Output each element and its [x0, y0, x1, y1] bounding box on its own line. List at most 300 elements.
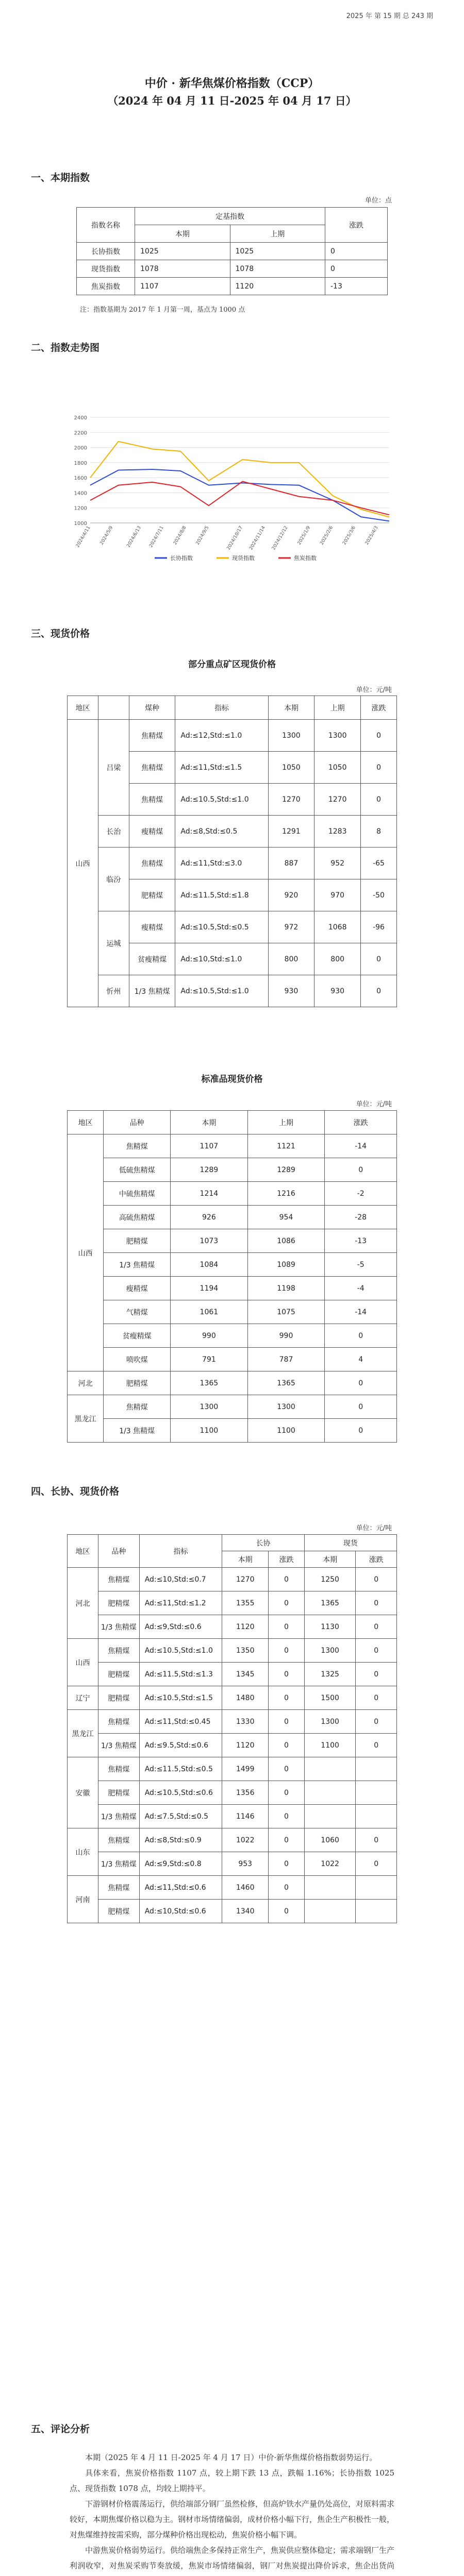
table-row: [68, 1805, 397, 1828]
table-row: [77, 260, 388, 278]
previous-price-cell: 930: [314, 975, 361, 1007]
long-change-cell: 0: [269, 1710, 305, 1734]
standard-price-table: [67, 1110, 397, 1443]
spec-cell: Ad:≤11.5,Std:≤0.5: [139, 1757, 222, 1781]
table-row: [68, 1324, 397, 1348]
series-line: [90, 469, 389, 521]
spot-change-cell: 0: [356, 1639, 397, 1663]
spec-cell: Ad:≤11,Std:≤3.0: [175, 848, 268, 879]
long-spot-unit: 单位：元/吨: [356, 1524, 392, 1532]
col-spot-current: 本期: [304, 1551, 356, 1568]
region-cell: 河南: [68, 1876, 98, 1923]
analysis-paragraph: 本期（2025 年 4 月 11 日-2025 年 4 月 17 日）中价·新华焦煤价格指数弱势运行。: [85, 2453, 377, 2462]
series-line: [90, 481, 389, 515]
legend-label: 长协指数: [170, 555, 193, 562]
spec-cell: Ad:≤12,Std:≤1.0: [175, 720, 268, 752]
index-table: [76, 207, 388, 295]
spot-change-cell: 0: [356, 1591, 397, 1615]
report-period: （2024 年 04 月 11 日-2025 年 04 月 17 日）: [107, 94, 357, 107]
coal-type-cell: 肥精煤: [98, 1781, 139, 1805]
x-tick-label: 2024/9/5: [195, 525, 210, 546]
previous-price-cell: 990: [247, 1324, 325, 1348]
spec-cell: Ad:≤11.5,Std:≤1.8: [175, 879, 268, 911]
coal-type-cell: 焦精煤: [98, 1828, 139, 1852]
current-price-cell: 972: [268, 911, 314, 943]
current-price-cell: 887: [268, 848, 314, 879]
spot-change-cell: [356, 1876, 397, 1900]
col-current: 本期: [268, 696, 314, 720]
coal-type-cell: 肥精煤: [104, 1371, 171, 1395]
change-cell: -50: [361, 879, 397, 911]
index-current: 1078: [135, 260, 230, 278]
change-cell: -65: [361, 848, 397, 879]
col-change: 涨跌: [325, 1111, 397, 1134]
table-row: [68, 1134, 397, 1158]
index-name: 焦炭指数: [77, 278, 135, 295]
analysis-paragraph: 具体来看，焦炭价格指数 1107 点，较上期下跌 13 点，跌幅 1.16%；长协指数 1025 点、现货指数 1078 点，均较上期持平。: [70, 2468, 394, 2493]
change-cell: -14: [325, 1300, 397, 1324]
spec-cell: Ad:≤8,Std:≤0.9: [139, 1828, 222, 1852]
previous-price-cell: 954: [247, 1206, 325, 1229]
section-heading-trend: 二、指数走势图: [31, 342, 100, 353]
series-line: [90, 442, 389, 517]
table-row: [68, 1300, 397, 1324]
long-change-cell: 0: [269, 1876, 305, 1900]
table-row: [68, 816, 397, 848]
section-heading-spot: 三、现货价格: [31, 628, 90, 639]
coal-type-cell: 1/3 焦精煤: [98, 1615, 139, 1639]
x-tick-label: 2024/12/12: [271, 525, 289, 551]
long-current-cell: 1120: [222, 1734, 269, 1757]
current-price-cell: 1289: [171, 1158, 248, 1182]
long-current-cell: 1356: [222, 1781, 269, 1805]
current-price-cell: 1214: [171, 1182, 248, 1206]
long-change-cell: 0: [269, 1639, 305, 1663]
col-region: 地区: [68, 696, 98, 720]
y-tick-label: 2200: [74, 430, 87, 436]
spec-cell: Ad:≤9.5,Std:≤0.6: [139, 1734, 222, 1757]
index-name: 现货指数: [77, 260, 135, 278]
spot-change-cell: 0: [356, 1852, 397, 1876]
region-cell: 辽宁: [68, 1686, 98, 1710]
col-spot: 现货: [304, 1535, 396, 1551]
change-cell: -14: [325, 1134, 397, 1158]
col-region: 地区: [68, 1111, 104, 1134]
change-cell: 0: [361, 784, 397, 816]
table-row: [68, 1828, 397, 1852]
long-current-cell: 1350: [222, 1639, 269, 1663]
x-tick-label: 2024/10/17: [226, 525, 244, 551]
change-cell: -5: [325, 1253, 397, 1277]
standard-table-caption: 标准品现货价格: [201, 1074, 263, 1084]
col-type: 品种: [98, 1535, 139, 1568]
change-cell: -96: [361, 911, 397, 943]
mine-table-unit: 单位：元/吨: [356, 686, 392, 694]
x-tick-label: 2025/2/6: [319, 525, 335, 546]
current-price-cell: 930: [268, 975, 314, 1007]
current-price-cell: 1300: [171, 1395, 248, 1419]
table-row: [68, 1371, 397, 1395]
y-tick-label: 1000: [74, 521, 87, 527]
spec-cell: Ad:≤10.5,Std:≤1.5: [139, 1686, 222, 1710]
table-row: [68, 1277, 397, 1300]
section-heading-analysis: 五、评论分析: [31, 2424, 90, 2435]
long-change-cell: 0: [269, 1686, 305, 1710]
previous-price-cell: 800: [314, 943, 361, 975]
long-change-cell: 0: [269, 1615, 305, 1639]
index-previous: 1078: [230, 260, 325, 278]
current-price-cell: 1300: [268, 720, 314, 752]
spec-cell: Ad:≤9,Std:≤0.6: [139, 1615, 222, 1639]
coal-type-cell: 1/3 焦精煤: [104, 1253, 171, 1277]
table-row: [68, 1876, 397, 1900]
table-row: [68, 1781, 397, 1805]
table-row: [68, 1182, 397, 1206]
current-price-cell: 1061: [171, 1300, 248, 1324]
change-cell: 0: [361, 975, 397, 1007]
current-price-cell: 1107: [171, 1134, 248, 1158]
index-name: 长协指数: [77, 243, 135, 260]
col-spec: 指标: [175, 696, 268, 720]
coal-type-cell: 低硫焦精煤: [104, 1158, 171, 1182]
spec-cell: Ad:≤11,Std:≤0.45: [139, 1710, 222, 1734]
index-base-note: 注：指数基期为 2017 年 1 月第一周，基点为 1000 点: [80, 306, 245, 314]
coal-type-cell: 肥精煤: [98, 1591, 139, 1615]
long-current-cell: 1480: [222, 1686, 269, 1710]
spot-current-cell: [304, 1876, 356, 1900]
coal-type-cell: 1/3 焦精煤: [98, 1805, 139, 1828]
long-change-cell: 0: [269, 1828, 305, 1852]
spec-cell: Ad:≤10.5,Std:≤1.0: [175, 784, 268, 816]
y-tick-label: 1600: [74, 476, 87, 482]
coal-type-cell: 焦精煤: [98, 1757, 139, 1781]
previous-price-cell: 1068: [314, 911, 361, 943]
spot-change-cell: 0: [356, 1710, 397, 1734]
table-row: [68, 1419, 397, 1443]
x-tick-label: 2024/5/9: [99, 525, 114, 546]
table-row: [68, 1734, 397, 1757]
x-tick-label: 2024/11/14: [248, 525, 267, 551]
spec-cell: Ad:≤9,Std:≤0.8: [139, 1852, 222, 1876]
spec-cell: Ad:≤10.5,Std:≤1.0: [175, 975, 268, 1007]
coal-type-cell: 喷吹煤: [104, 1348, 171, 1371]
table-row: [68, 848, 397, 879]
previous-price-cell: 1075: [247, 1300, 325, 1324]
spot-current-cell: 1022: [304, 1852, 356, 1876]
col-previous: 上期: [314, 696, 361, 720]
table-row: [68, 1253, 397, 1277]
spec-cell: Ad:≤10,Std:≤0.7: [139, 1568, 222, 1591]
coal-type-cell: 焦精煤: [104, 1395, 171, 1419]
col-fixed-base: 定基指数: [135, 208, 325, 225]
current-price-cell: 1194: [171, 1277, 248, 1300]
x-tick-label: 2025/4/3: [364, 525, 379, 546]
spot-change-cell: [356, 1805, 397, 1828]
index-previous: 1120: [230, 278, 325, 295]
table-row: [68, 1663, 397, 1686]
table-row: [68, 1686, 397, 1710]
previous-price-cell: 1086: [247, 1229, 325, 1253]
spot-current-cell: 1300: [304, 1710, 356, 1734]
table-row: [68, 1206, 397, 1229]
coal-type-cell: 1/3 焦精煤: [129, 975, 175, 1007]
coal-type-cell: 1/3 焦精煤: [98, 1734, 139, 1757]
long-current-cell: 1330: [222, 1710, 269, 1734]
city-cell: 运城: [98, 911, 129, 975]
previous-price-cell: 1089: [247, 1253, 325, 1277]
previous-price-cell: 952: [314, 848, 361, 879]
index-change: 0: [325, 243, 388, 260]
x-tick-label: 2024/8/8: [172, 525, 188, 546]
region-cell: 山东: [68, 1828, 98, 1876]
coal-type-cell: 1/3 焦精煤: [104, 1419, 171, 1443]
change-cell: 0: [361, 752, 397, 784]
coal-type-cell: 焦精煤: [98, 1710, 139, 1734]
coal-type-cell: 贫瘦精煤: [129, 943, 175, 975]
previous-price-cell: 1050: [314, 752, 361, 784]
col-city: [98, 696, 129, 720]
long-change-cell: 0: [269, 1900, 305, 1923]
current-price-cell: 800: [268, 943, 314, 975]
change-cell: 0: [325, 1158, 397, 1182]
coal-type-cell: 气精煤: [104, 1300, 171, 1324]
spot-change-cell: [356, 1757, 397, 1781]
table-row: [77, 243, 388, 260]
table-row: [68, 1395, 397, 1419]
change-cell: 4: [325, 1348, 397, 1371]
coal-type-cell: 瘦精煤: [129, 816, 175, 848]
current-price-cell: 990: [171, 1324, 248, 1348]
legend-label: 现货指数: [232, 555, 255, 562]
y-tick-label: 1200: [74, 505, 87, 512]
coal-type-cell: 中硫焦精煤: [104, 1182, 171, 1206]
col-coal-type: 煤种: [129, 696, 175, 720]
col-previous: 上期: [247, 1111, 325, 1134]
table-row: [68, 720, 397, 752]
spot-current-cell: 1500: [304, 1686, 356, 1710]
table-row: [68, 911, 397, 943]
region-cell: 河北: [68, 1568, 98, 1639]
spot-current-cell: [304, 1757, 356, 1781]
change-cell: 0: [325, 1395, 397, 1419]
current-price-cell: 1084: [171, 1253, 248, 1277]
table-row: [68, 1348, 397, 1371]
current-price-cell: 791: [171, 1348, 248, 1371]
long-change-cell: 0: [269, 1591, 305, 1615]
region-cell: 黑龙江: [68, 1395, 104, 1443]
long-change-cell: 0: [269, 1805, 305, 1828]
spot-current-cell: 1130: [304, 1615, 356, 1639]
col-long-term: 长协: [222, 1535, 305, 1551]
coal-type-cell: 焦精煤: [129, 752, 175, 784]
x-tick-label: 2024/7/11: [148, 525, 165, 549]
index-current: 1025: [135, 243, 230, 260]
coal-type-cell: 肥精煤: [129, 879, 175, 911]
change-cell: 0: [325, 1324, 397, 1348]
previous-price-cell: 1270: [314, 784, 361, 816]
spec-cell: Ad:≤11,Std:≤1.2: [139, 1591, 222, 1615]
region-cell: 河北: [68, 1371, 104, 1395]
table-row: [68, 1229, 397, 1253]
long-change-cell: 0: [269, 1734, 305, 1757]
table-row: [68, 1852, 397, 1876]
table-row: [77, 278, 388, 295]
previous-price-cell: 970: [314, 879, 361, 911]
spec-cell: Ad:≤11.5,Std:≤1.3: [139, 1663, 222, 1686]
region-cell: 山西: [68, 1639, 98, 1686]
spec-cell: Ad:≤11,Std:≤1.5: [175, 752, 268, 784]
region-cell: 安徽: [68, 1757, 98, 1828]
spot-current-cell: [304, 1900, 356, 1923]
coal-type-cell: 焦精煤: [104, 1134, 171, 1158]
current-price-cell: 1270: [268, 784, 314, 816]
previous-price-cell: 787: [247, 1348, 325, 1371]
coal-type-cell: 焦精煤: [129, 720, 175, 752]
spot-current-cell: 1300: [304, 1639, 356, 1663]
long-change-cell: 0: [269, 1757, 305, 1781]
trend-chart: [67, 412, 397, 564]
long-current-cell: 953: [222, 1852, 269, 1876]
spec-cell: Ad:≤10,Std:≤0.6: [139, 1900, 222, 1923]
spot-current-cell: [304, 1781, 356, 1805]
col-long-change: 涨跌: [269, 1551, 305, 1568]
x-tick-label: 2025/3/6: [342, 525, 357, 546]
spot-change-cell: 0: [356, 1734, 397, 1757]
spot-change-cell: 0: [356, 1568, 397, 1591]
city-cell: 长治: [98, 816, 129, 848]
city-cell: 吕梁: [98, 720, 129, 816]
change-cell: -13: [325, 1229, 397, 1253]
spot-change-cell: 0: [356, 1828, 397, 1852]
coal-type-cell: 肥精煤: [98, 1686, 139, 1710]
long-change-cell: 0: [269, 1852, 305, 1876]
col-previous: 上期: [230, 225, 325, 243]
previous-price-cell: 1121: [247, 1134, 325, 1158]
coal-type-cell: 高硫焦精煤: [104, 1206, 171, 1229]
y-tick-label: 1800: [74, 460, 87, 466]
current-price-cell: 920: [268, 879, 314, 911]
issue-number: 2025 年 第 15 期 总 243 期: [346, 12, 433, 20]
current-price-cell: 1100: [171, 1419, 248, 1443]
coal-type-cell: 焦精煤: [98, 1876, 139, 1900]
index-change: -13: [325, 278, 388, 295]
city-cell: 临汾: [98, 848, 129, 911]
spot-current-cell: 1060: [304, 1828, 356, 1852]
spec-cell: Ad:≤8,Std:≤0.5: [175, 816, 268, 848]
current-price-cell: 1073: [171, 1229, 248, 1253]
table-row: [68, 1710, 397, 1734]
spot-change-cell: 0: [356, 1615, 397, 1639]
col-change: 涨跌: [361, 696, 397, 720]
table-row: [68, 1757, 397, 1781]
col-long-current: 本期: [222, 1551, 269, 1568]
previous-price-cell: 1289: [247, 1158, 325, 1182]
col-spec: 指标: [139, 1535, 222, 1568]
spot-current-cell: 1365: [304, 1591, 356, 1615]
x-tick-label: 2025/1/9: [296, 525, 312, 546]
previous-price-cell: 1300: [247, 1395, 325, 1419]
spec-cell: Ad:≤10.5,Std:≤0.5: [175, 911, 268, 943]
col-index-name: 指数名称: [77, 208, 135, 243]
col-change: 涨跌: [325, 208, 388, 243]
coal-type-cell: 瘦精煤: [104, 1277, 171, 1300]
current-price-cell: 1365: [171, 1371, 248, 1395]
change-cell: 0: [325, 1371, 397, 1395]
previous-price-cell: 1216: [247, 1182, 325, 1206]
index-change: 0: [325, 260, 388, 278]
previous-price-cell: 1300: [314, 720, 361, 752]
change-cell: 0: [325, 1419, 397, 1443]
long-change-cell: 0: [269, 1781, 305, 1805]
mine-price-table: [67, 696, 397, 1007]
spot-change-cell: 0: [356, 1686, 397, 1710]
table-row: [68, 1568, 397, 1591]
table-row: [68, 1615, 397, 1639]
long-change-cell: 0: [269, 1663, 305, 1686]
table-row: [68, 1158, 397, 1182]
previous-price-cell: 1198: [247, 1277, 325, 1300]
index-current: 1107: [135, 278, 230, 295]
coal-type-cell: 焦精煤: [98, 1639, 139, 1663]
spot-current-cell: [304, 1805, 356, 1828]
standard-table-unit: 单位：元/吨: [356, 1100, 392, 1108]
coal-type-cell: 肥精煤: [98, 1900, 139, 1923]
coal-type-cell: 1/3 焦精煤: [98, 1852, 139, 1876]
col-current: 本期: [171, 1111, 248, 1134]
table-row: [68, 975, 397, 1007]
region-cell: 黑龙江: [68, 1710, 98, 1757]
long-current-cell: 1146: [222, 1805, 269, 1828]
report-title: 中价 · 新华焦煤价格指数（CCP）: [144, 77, 320, 90]
spot-change-cell: [356, 1900, 397, 1923]
spot-current-cell: 1100: [304, 1734, 356, 1757]
spot-current-cell: 1325: [304, 1663, 356, 1686]
spec-cell: Ad:≤7.5,Std:≤0.5: [139, 1805, 222, 1828]
spot-change-cell: 0: [356, 1663, 397, 1686]
long-current-cell: 1499: [222, 1757, 269, 1781]
coal-type-cell: 贫瘦精煤: [104, 1324, 171, 1348]
analysis-text: [70, 2450, 394, 2576]
table-row: [68, 1591, 397, 1615]
coal-type-cell: 肥精煤: [104, 1229, 171, 1253]
spot-change-cell: [356, 1781, 397, 1805]
region-cell: 山西: [68, 1134, 104, 1371]
mine-table-caption: 部分重点矿区现货价格: [188, 659, 276, 670]
y-tick-label: 1400: [74, 490, 87, 497]
spec-cell: Ad:≤10.5,Std:≤1.0: [139, 1639, 222, 1663]
previous-price-cell: 1100: [247, 1419, 325, 1443]
previous-price-cell: 1365: [247, 1371, 325, 1395]
coal-type-cell: 肥精煤: [98, 1663, 139, 1686]
long-current-cell: 1460: [222, 1876, 269, 1900]
table-row: [68, 1639, 397, 1663]
y-tick-label: 2000: [74, 445, 87, 451]
current-price-cell: 926: [171, 1206, 248, 1229]
table-row: [68, 1900, 397, 1923]
col-spot-change: 涨跌: [356, 1551, 397, 1568]
col-current: 本期: [135, 225, 230, 243]
coal-type-cell: 焦精煤: [98, 1568, 139, 1591]
col-region: 地区: [68, 1535, 98, 1568]
spec-cell: Ad:≤10,Std:≤1.0: [175, 943, 268, 975]
coal-type-cell: 瘦精煤: [129, 911, 175, 943]
col-type: 品种: [104, 1111, 171, 1134]
change-cell: 0: [361, 943, 397, 975]
change-cell: -2: [325, 1182, 397, 1206]
city-cell: 忻州: [98, 975, 129, 1007]
index-unit: 单位：点: [364, 197, 392, 205]
trend-chart-svg: [67, 412, 397, 564]
